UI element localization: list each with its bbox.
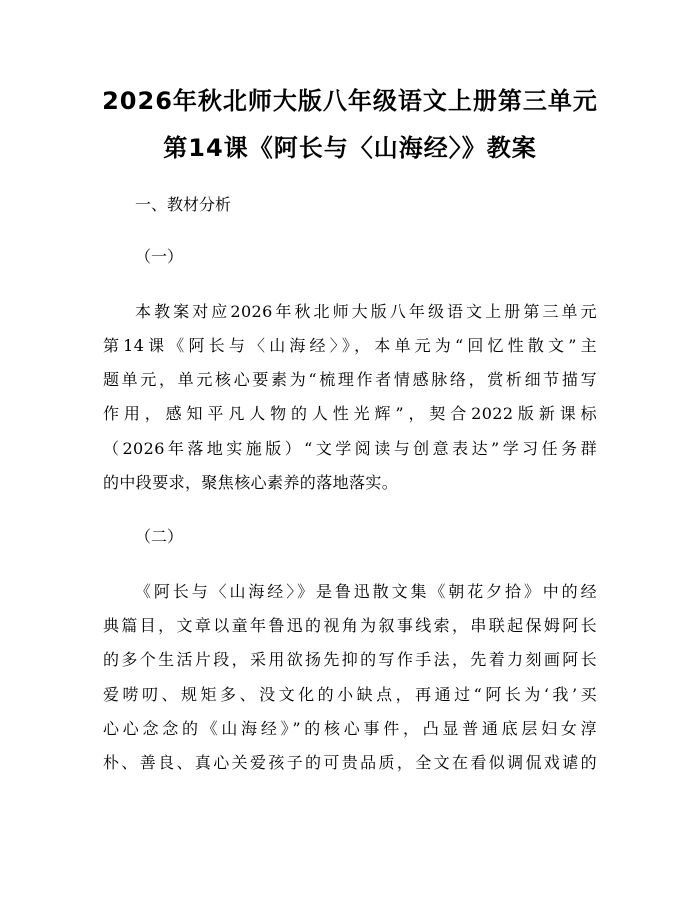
paragraph-2-line: 的多个生活片段，采用欲扬先抑的写作手法，先着力刻画阿长 <box>103 650 597 670</box>
section-heading-textbook-analysis: 一、教材分析 <box>135 195 232 214</box>
paragraph-2-line: 典篇目，文章以童年鲁迅的视角为叙事线索，串联起保姆阿长 <box>103 615 597 635</box>
paragraph-1-line: 作用，感知平凡人物的人性光辉”，契合2022版新课标 <box>103 404 597 424</box>
paragraph-2-line: 《阿长与〈山海经〉》是鲁迅散文集《朝花夕拾》中的经 <box>135 581 597 601</box>
paragraph-2-line: 心心念念的《山海经》”的核心事件，凸显普通底层妇女淳 <box>103 718 597 738</box>
paragraph-1-line: 本教案对应2026年秋北师大版八年级语文上册第三单元 <box>135 301 597 321</box>
paragraph-1-line: 题单元，单元核心要素为“梳理作者情感脉络，赏析细节描写 <box>103 370 597 390</box>
paragraph-1-line: 的中段要求，聚焦核心素养的落地落实。 <box>103 473 399 493</box>
paragraph-2 <box>103 575 597 781</box>
subsection-heading-2: （二） <box>135 527 184 547</box>
subsection-heading-1: （一） <box>135 247 184 267</box>
paragraph-1-line: 第14课《阿长与〈山海经〉》，本单元为“回忆性散文”主 <box>103 335 597 355</box>
paragraph-2-line: 爱唠叨、规矩多、没文化的小缺点，再通过“阿长为‘我’买 <box>103 684 597 704</box>
paragraph-1-line: （2026年落地实施版）“文学阅读与创意表达”学习任务群 <box>103 438 597 458</box>
document-body <box>103 188 597 780</box>
document-title-line-2: 第14课《阿长与〈山海经〉》教案 <box>163 134 537 162</box>
paragraph-1 <box>103 295 597 501</box>
document-title-line-1: 2026年秋北师大版八年级语文上册第三单元 <box>102 87 598 115</box>
paragraph-2-line: 朴、善良、真心关爱孩子的可贵品质，全文在看似调侃戏谑的 <box>103 753 597 773</box>
